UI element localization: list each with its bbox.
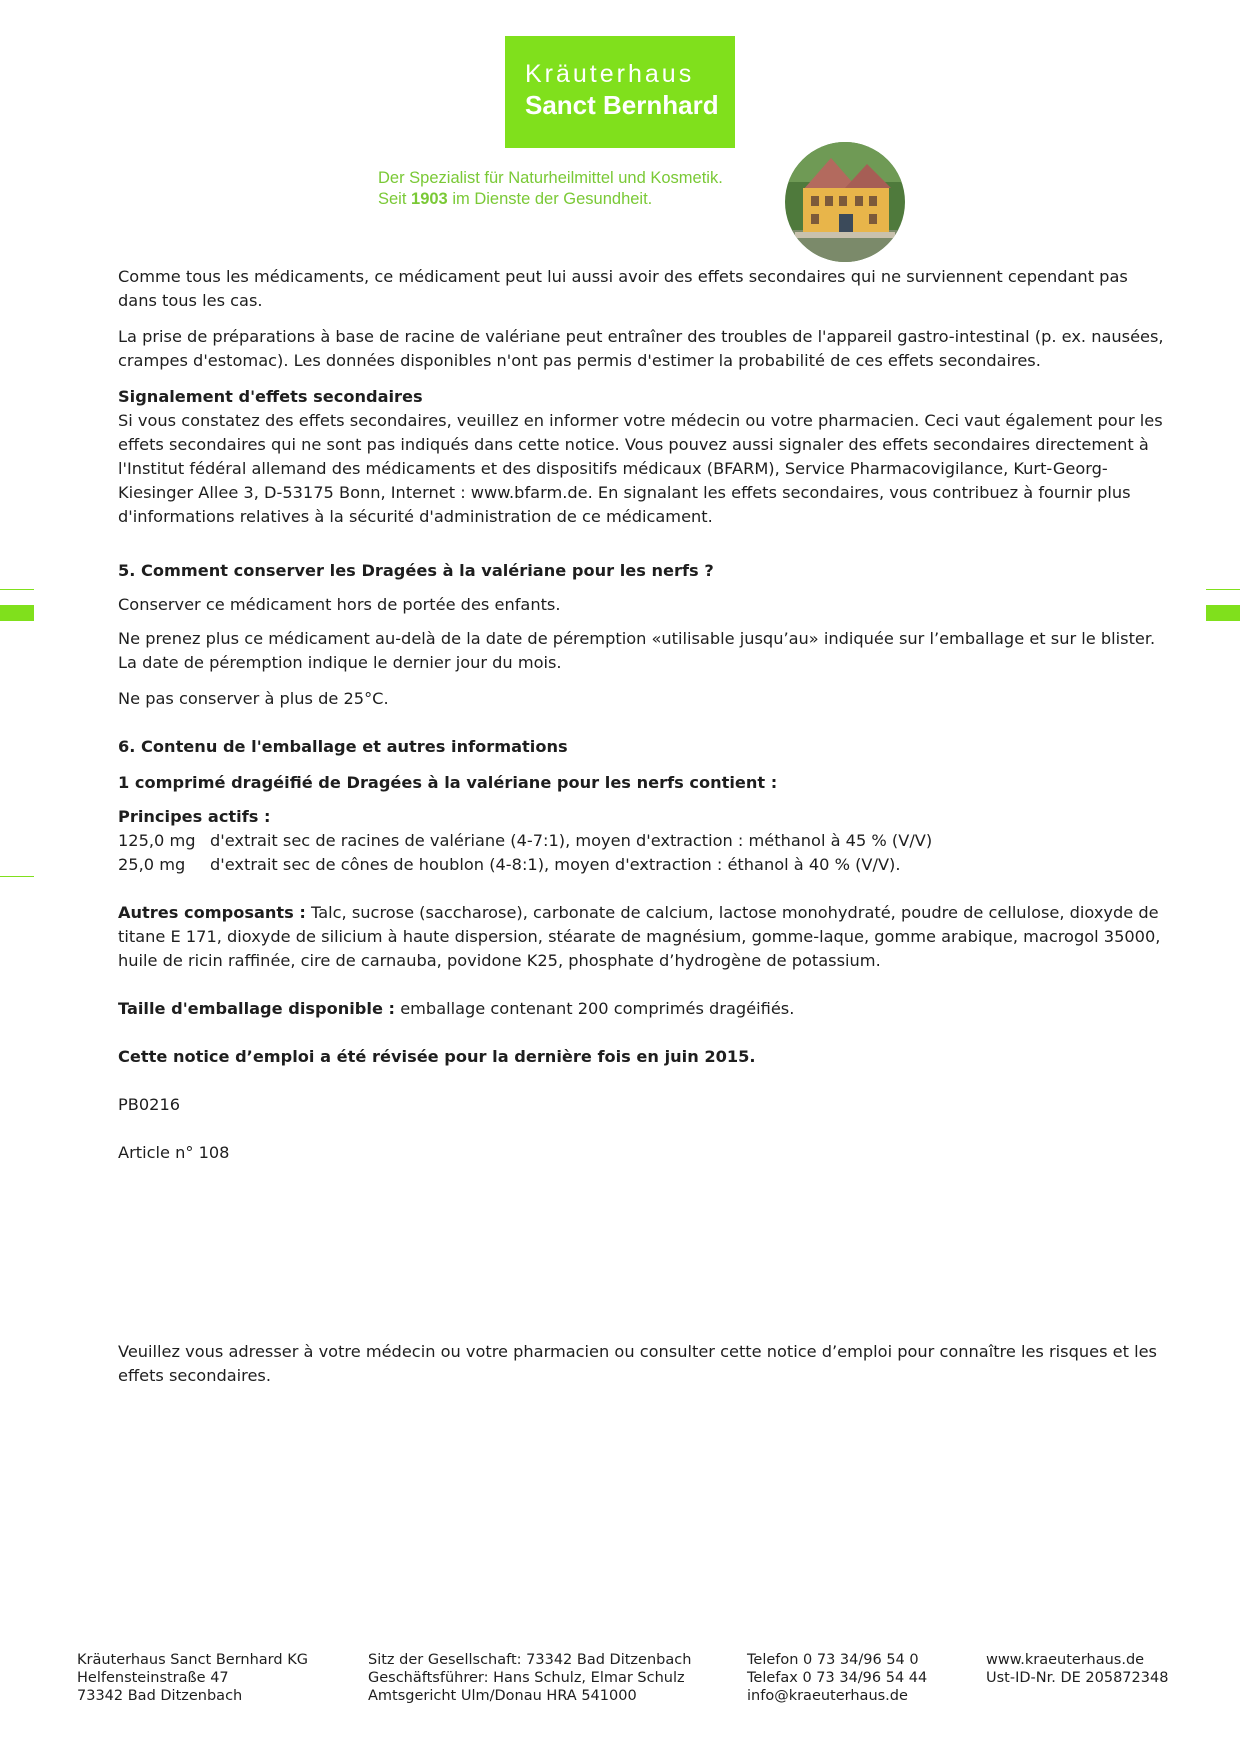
- paragraph: Si vous constatez des effets secondaires, veuillez en informer votre médecin ou votre pharmacien. Ceci vaut également pour les effets secondaires qui ne sont pas indiqués dans cette notice. Vous pouvez aussi signaler des effets secondaires directement à l'Institut fédéral allemand des médicaments et des dispositifs médicaux (BFARM), Service Pharmacovigilance, Kurt-Georg-Kiesinger Allee 3, D-53175 Bonn, Internet : www.bfarm.de. En signalant les effets secondaires, vous contribuez à fournir plus d'informations relatives à la sécurité d'administration de ce médicament.: [118, 411, 1163, 526]
- article-number: Article n° 108: [118, 1143, 230, 1162]
- footer-fax: Telefax 0 73 34/96 54 44: [747, 1670, 928, 1686]
- active-description: d'extrait sec de racines de valériane (4-7:1), moyen d'extraction : méthanol à 45 % (V/V): [210, 831, 933, 850]
- footer-website-link[interactable]: www.kraeuterhaus.de: [986, 1652, 1145, 1668]
- tagline-prefix: Seit: [378, 190, 412, 208]
- paragraph: Ne pas conserver à plus de 25°C.: [118, 689, 389, 708]
- brand-logo: [505, 36, 735, 148]
- active-amount: 25,0 mg: [118, 855, 186, 874]
- footer-line: Sitz der Gesellschaft: 73342 Bad Ditzenbach: [368, 1652, 692, 1668]
- footer-line: Helfensteinstraße 47: [77, 1670, 229, 1686]
- footer-email-link[interactable]: info@kraeuterhaus.de: [747, 1688, 908, 1704]
- revision-note: Cette notice d’emploi a été révisée pour la dernière fois en juin 2015.: [118, 1047, 756, 1066]
- margin-fold-line: [0, 589, 34, 590]
- product-code: PB0216: [118, 1095, 181, 1114]
- margin-fold-line: [0, 876, 34, 877]
- paragraph: Conserver ce médicament hors de portée des enfants.: [118, 595, 561, 614]
- footer-line: 73342 Bad Ditzenbach: [77, 1688, 243, 1704]
- closing-block: [118, 1340, 1168, 1388]
- tagline-year: 1903: [411, 190, 448, 208]
- active-ingredient-row: [118, 829, 1168, 853]
- subheading: 1 comprimé dragéifié de Dragées à la valériane pour les nerfs contient :: [118, 773, 778, 792]
- section-heading: 5. Comment conserver les Dragées à la valériane pour les nerfs ?: [118, 561, 714, 580]
- footer-line: Geschäftsführer: Hans Schulz, Elmar Schulz: [368, 1670, 685, 1686]
- margin-mark-right: [1206, 605, 1240, 621]
- paragraph: La prise de préparations à base de racine de valériane peut entraîner des troubles de l'appareil gastro-intestinal (p. ex. nausées, crampes d'estomac). Les données disponibles n'ont pas permis d'estimer la probabilité de ces effets secondaires.: [118, 327, 1164, 370]
- pack-label: Taille d'emballage disponible :: [118, 999, 396, 1018]
- active-amount: 125,0 mg: [118, 831, 196, 850]
- margin-mark-left: [0, 605, 34, 621]
- section-heading: 6. Contenu de l'emballage et autres informations: [118, 737, 568, 756]
- footer-legal: [368, 1651, 691, 1705]
- active-ingredient-row: [118, 853, 1168, 877]
- footer-phone: Telefon 0 73 34/96 54 0: [747, 1652, 919, 1668]
- footer-web: [986, 1651, 1168, 1687]
- paragraph: Ne prenez plus ce médicament au-delà de la date de péremption «utilisable jusqu’au» indiquée sur l’emballage et sur le blister. La date de péremption indique le dernier jour du mois.: [118, 629, 1156, 672]
- pack-size: [118, 997, 1168, 1021]
- other-text: Talc, sucrose (saccharose), carbonate de calcium, lactose monohydraté, poudre de cellulose, dioxyde de titane E 171, dioxyde de silicium à haute dispersion, stéarate de magnésium, gomme-laque, gomme arabique, macrogol 35000, huile de ricin raffinée, cire de carnauba, povidone K25, phosphate d’hydrogène de potassium.: [118, 903, 1161, 970]
- tagline-suffix: im Dienste der Gesundheit.: [447, 190, 653, 208]
- other-label: Autres composants :: [118, 903, 306, 922]
- footer-line: Kräuterhaus Sanct Bernhard KG: [77, 1652, 308, 1668]
- margin-fold-line: [1206, 589, 1240, 590]
- tagline-line-1: Der Spezialist für Naturheilmittel und Kosmetik.: [378, 169, 723, 187]
- footer-line: Amtsgericht Ulm/Donau HRA 541000: [368, 1688, 637, 1704]
- footer-vat-id: Ust-ID-Nr. DE 205872348: [986, 1670, 1169, 1686]
- leaflet-content: [118, 265, 1168, 1165]
- pack-text: emballage contenant 200 comprimés dragéifiés.: [395, 999, 795, 1018]
- tagline: [378, 168, 723, 210]
- footer-company: [77, 1651, 308, 1705]
- paragraph: Comme tous les médicaments, ce médicament peut lui aussi avoir des effets secondaires qui ne surviennent cependant pas dans tous les cas.: [118, 267, 1128, 310]
- subheading: Signalement d'effets secondaires: [118, 387, 423, 406]
- closing-paragraph: Veuillez vous adresser à votre médecin ou votre pharmacien ou consulter cette notice d’emploi pour connaître les risques et les effets secondaires.: [118, 1342, 1157, 1385]
- subheading: Principes actifs :: [118, 807, 271, 826]
- active-description: d'extrait sec de cônes de houblon (4-8:1), moyen d'extraction : éthanol à 40 % (V/V).: [210, 855, 901, 874]
- logo-line-2: Sanct Bernhard: [525, 90, 719, 120]
- logo-line-1: Kräuterhaus: [525, 60, 695, 88]
- other-ingredients: [118, 901, 1168, 973]
- footer-contact: [747, 1651, 927, 1705]
- tagline-line-2: [378, 189, 723, 210]
- building-photo: [785, 142, 905, 262]
